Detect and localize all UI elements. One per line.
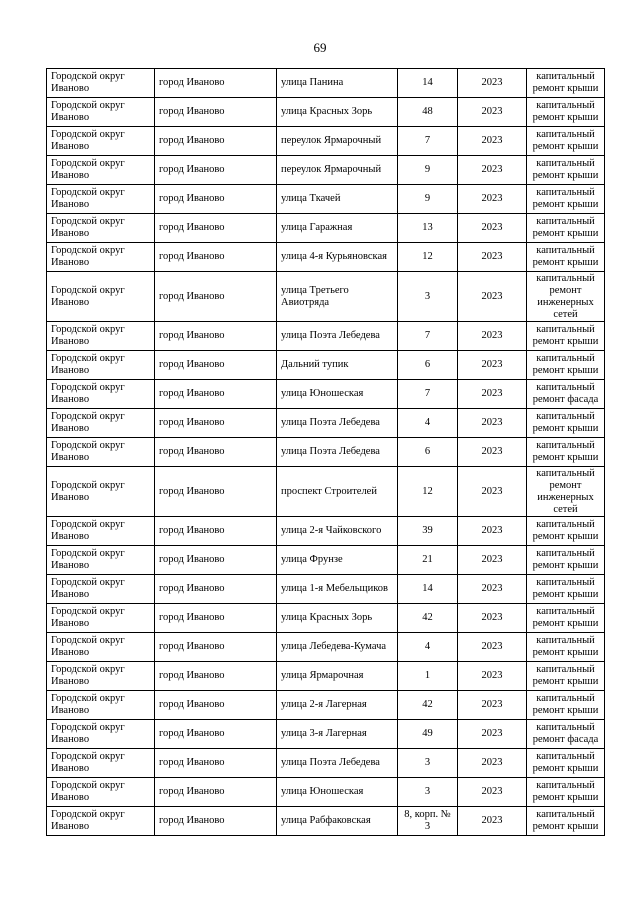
settlement-cell: город Иваново xyxy=(155,633,277,662)
street-cell: улица 2-я Чайковского xyxy=(277,517,398,546)
work-type-cell: капитальный ремонт фасада xyxy=(527,720,605,749)
settlement-cell: город Иваново xyxy=(155,438,277,467)
table-row xyxy=(47,546,605,575)
year-cell: 2023 xyxy=(458,243,527,272)
work-type-cell: капитальный ремонт фасада xyxy=(527,380,605,409)
work-type-cell: капитальный ремонт крыши xyxy=(527,98,605,127)
year-cell: 2023 xyxy=(458,575,527,604)
municipality-cell: Городской округ Иваново xyxy=(47,185,155,214)
table-row xyxy=(47,127,605,156)
year-cell: 2023 xyxy=(458,604,527,633)
work-type-cell: капитальный ремонт крыши xyxy=(527,691,605,720)
table-row xyxy=(47,575,605,604)
settlement-cell: город Иваново xyxy=(155,214,277,243)
house-number-cell: 8, корп. № 3 xyxy=(398,807,458,836)
municipality-cell: Городской округ Иваново xyxy=(47,633,155,662)
year-cell: 2023 xyxy=(458,69,527,98)
table-row xyxy=(47,380,605,409)
year-cell: 2023 xyxy=(458,691,527,720)
municipality-cell: Городской округ Иваново xyxy=(47,272,155,322)
table-row xyxy=(47,604,605,633)
table-row xyxy=(47,214,605,243)
table-row xyxy=(47,243,605,272)
house-number-cell: 48 xyxy=(398,98,458,127)
table-row xyxy=(47,272,605,322)
street-cell: улица Панина xyxy=(277,69,398,98)
year-cell: 2023 xyxy=(458,380,527,409)
work-type-cell: капитальный ремонт инженерных сетей xyxy=(527,272,605,322)
work-type-cell: капитальный ремонт крыши xyxy=(527,127,605,156)
work-type-cell: капитальный ремонт инженерных сетей xyxy=(527,467,605,517)
street-cell: улица Фрунзе xyxy=(277,546,398,575)
year-cell: 2023 xyxy=(458,272,527,322)
settlement-cell: город Иваново xyxy=(155,98,277,127)
settlement-cell: город Иваново xyxy=(155,604,277,633)
settlement-cell: город Иваново xyxy=(155,778,277,807)
table-row xyxy=(47,185,605,214)
house-number-cell: 7 xyxy=(398,380,458,409)
work-type-cell: капитальный ремонт крыши xyxy=(527,156,605,185)
street-cell: улица Рабфаковская xyxy=(277,807,398,836)
street-cell: улица Ярмарочная xyxy=(277,662,398,691)
house-number-cell: 12 xyxy=(398,467,458,517)
year-cell: 2023 xyxy=(458,633,527,662)
repair-schedule-table xyxy=(46,68,605,836)
table-row xyxy=(47,409,605,438)
house-number-cell: 3 xyxy=(398,778,458,807)
settlement-cell: город Иваново xyxy=(155,546,277,575)
settlement-cell: город Иваново xyxy=(155,807,277,836)
house-number-cell: 9 xyxy=(398,185,458,214)
house-number-cell: 6 xyxy=(398,351,458,380)
work-type-cell: капитальный ремонт крыши xyxy=(527,749,605,778)
municipality-cell: Городской округ Иваново xyxy=(47,720,155,749)
year-cell: 2023 xyxy=(458,351,527,380)
house-number-cell: 4 xyxy=(398,633,458,662)
work-type-cell: капитальный ремонт крыши xyxy=(527,517,605,546)
year-cell: 2023 xyxy=(458,778,527,807)
settlement-cell: город Иваново xyxy=(155,517,277,546)
year-cell: 2023 xyxy=(458,185,527,214)
table-row xyxy=(47,720,605,749)
municipality-cell: Городской округ Иваново xyxy=(47,604,155,633)
house-number-cell: 7 xyxy=(398,322,458,351)
municipality-cell: Городской округ Иваново xyxy=(47,749,155,778)
house-number-cell: 14 xyxy=(398,69,458,98)
municipality-cell: Городской округ Иваново xyxy=(47,380,155,409)
work-type-cell: капитальный ремонт крыши xyxy=(527,778,605,807)
street-cell: улица Лебедева-Кумача xyxy=(277,633,398,662)
year-cell: 2023 xyxy=(458,214,527,243)
municipality-cell: Городской округ Иваново xyxy=(47,467,155,517)
year-cell: 2023 xyxy=(458,662,527,691)
house-number-cell: 12 xyxy=(398,243,458,272)
work-type-cell: капитальный ремонт крыши xyxy=(527,438,605,467)
street-cell: улица Ткачей xyxy=(277,185,398,214)
street-cell: улица 3-я Лагерная xyxy=(277,720,398,749)
municipality-cell: Городской округ Иваново xyxy=(47,438,155,467)
settlement-cell: город Иваново xyxy=(155,662,277,691)
table-row xyxy=(47,351,605,380)
street-cell: улица Поэта Лебедева xyxy=(277,322,398,351)
table-row xyxy=(47,69,605,98)
house-number-cell: 9 xyxy=(398,156,458,185)
work-type-cell: капитальный ремонт крыши xyxy=(527,214,605,243)
municipality-cell: Городской округ Иваново xyxy=(47,351,155,380)
settlement-cell: город Иваново xyxy=(155,720,277,749)
settlement-cell: город Иваново xyxy=(155,272,277,322)
municipality-cell: Городской округ Иваново xyxy=(47,127,155,156)
house-number-cell: 42 xyxy=(398,691,458,720)
work-type-cell: капитальный ремонт крыши xyxy=(527,604,605,633)
table-row xyxy=(47,807,605,836)
table-body xyxy=(47,69,605,836)
page-number: 69 xyxy=(313,40,327,55)
street-cell: Дальний тупик xyxy=(277,351,398,380)
table-row xyxy=(47,322,605,351)
table-row xyxy=(47,98,605,127)
municipality-cell: Городской округ Иваново xyxy=(47,322,155,351)
year-cell: 2023 xyxy=(458,156,527,185)
settlement-cell: город Иваново xyxy=(155,351,277,380)
street-cell: улица Красных Зорь xyxy=(277,604,398,633)
municipality-cell: Городской округ Иваново xyxy=(47,156,155,185)
municipality-cell: Городской округ Иваново xyxy=(47,662,155,691)
municipality-cell: Городской округ Иваново xyxy=(47,778,155,807)
house-number-cell: 21 xyxy=(398,546,458,575)
work-type-cell: капитальный ремонт крыши xyxy=(527,185,605,214)
house-number-cell: 49 xyxy=(398,720,458,749)
street-cell: проспект Строителей xyxy=(277,467,398,517)
house-number-cell: 42 xyxy=(398,604,458,633)
year-cell: 2023 xyxy=(458,322,527,351)
work-type-cell: капитальный ремонт крыши xyxy=(527,546,605,575)
year-cell: 2023 xyxy=(458,467,527,517)
table-row xyxy=(47,467,605,517)
year-cell: 2023 xyxy=(458,517,527,546)
year-cell: 2023 xyxy=(458,409,527,438)
settlement-cell: город Иваново xyxy=(155,467,277,517)
house-number-cell: 13 xyxy=(398,214,458,243)
work-type-cell: капитальный ремонт крыши xyxy=(527,409,605,438)
house-number-cell: 14 xyxy=(398,575,458,604)
municipality-cell: Городской округ Иваново xyxy=(47,98,155,127)
work-type-cell: капитальный ремонт крыши xyxy=(527,807,605,836)
municipality-cell: Городской округ Иваново xyxy=(47,575,155,604)
settlement-cell: город Иваново xyxy=(155,185,277,214)
settlement-cell: город Иваново xyxy=(155,749,277,778)
table-row xyxy=(47,691,605,720)
street-cell: улица 1-я Мебельщиков xyxy=(277,575,398,604)
settlement-cell: город Иваново xyxy=(155,575,277,604)
street-cell: улица Поэта Лебедева xyxy=(277,438,398,467)
street-cell: улица Красных Зорь xyxy=(277,98,398,127)
year-cell: 2023 xyxy=(458,749,527,778)
street-cell: улица Юношеская xyxy=(277,778,398,807)
municipality-cell: Городской округ Иваново xyxy=(47,214,155,243)
table-row xyxy=(47,633,605,662)
house-number-cell: 39 xyxy=(398,517,458,546)
year-cell: 2023 xyxy=(458,807,527,836)
settlement-cell: город Иваново xyxy=(155,322,277,351)
work-type-cell: капитальный ремонт крыши xyxy=(527,575,605,604)
municipality-cell: Городской округ Иваново xyxy=(47,546,155,575)
settlement-cell: город Иваново xyxy=(155,243,277,272)
year-cell: 2023 xyxy=(458,720,527,749)
settlement-cell: город Иваново xyxy=(155,691,277,720)
municipality-cell: Городской округ Иваново xyxy=(47,243,155,272)
street-cell: улица 2-я Лагерная xyxy=(277,691,398,720)
table-row xyxy=(47,778,605,807)
settlement-cell: город Иваново xyxy=(155,69,277,98)
municipality-cell: Городской округ Иваново xyxy=(47,691,155,720)
municipality-cell: Городской округ Иваново xyxy=(47,409,155,438)
table-row xyxy=(47,517,605,546)
year-cell: 2023 xyxy=(458,546,527,575)
work-type-cell: капитальный ремонт крыши xyxy=(527,662,605,691)
municipality-cell: Городской округ Иваново xyxy=(47,807,155,836)
street-cell: улица Поэта Лебедева xyxy=(277,749,398,778)
work-type-cell: капитальный ремонт крыши xyxy=(527,322,605,351)
house-number-cell: 6 xyxy=(398,438,458,467)
municipality-cell: Городской округ Иваново xyxy=(47,517,155,546)
street-cell: улица Поэта Лебедева xyxy=(277,409,398,438)
street-cell: переулок Ярмарочный xyxy=(277,127,398,156)
house-number-cell: 3 xyxy=(398,749,458,778)
work-type-cell: капитальный ремонт крыши xyxy=(527,69,605,98)
table-row xyxy=(47,438,605,467)
year-cell: 2023 xyxy=(458,98,527,127)
street-cell: улица Третьего Авиотряда xyxy=(277,272,398,322)
settlement-cell: город Иваново xyxy=(155,127,277,156)
house-number-cell: 7 xyxy=(398,127,458,156)
settlement-cell: город Иваново xyxy=(155,409,277,438)
street-cell: улица 4-я Курьяновская xyxy=(277,243,398,272)
year-cell: 2023 xyxy=(458,127,527,156)
settlement-cell: город Иваново xyxy=(155,156,277,185)
house-number-cell: 3 xyxy=(398,272,458,322)
work-type-cell: капитальный ремонт крыши xyxy=(527,633,605,662)
table-row xyxy=(47,156,605,185)
house-number-cell: 1 xyxy=(398,662,458,691)
house-number-cell: 4 xyxy=(398,409,458,438)
work-type-cell: капитальный ремонт крыши xyxy=(527,243,605,272)
municipality-cell: Городской округ Иваново xyxy=(47,69,155,98)
street-cell: переулок Ярмарочный xyxy=(277,156,398,185)
table-row xyxy=(47,749,605,778)
work-type-cell: капитальный ремонт крыши xyxy=(527,351,605,380)
table-row xyxy=(47,662,605,691)
street-cell: улица Юношеская xyxy=(277,380,398,409)
year-cell: 2023 xyxy=(458,438,527,467)
street-cell: улица Гаражная xyxy=(277,214,398,243)
settlement-cell: город Иваново xyxy=(155,380,277,409)
